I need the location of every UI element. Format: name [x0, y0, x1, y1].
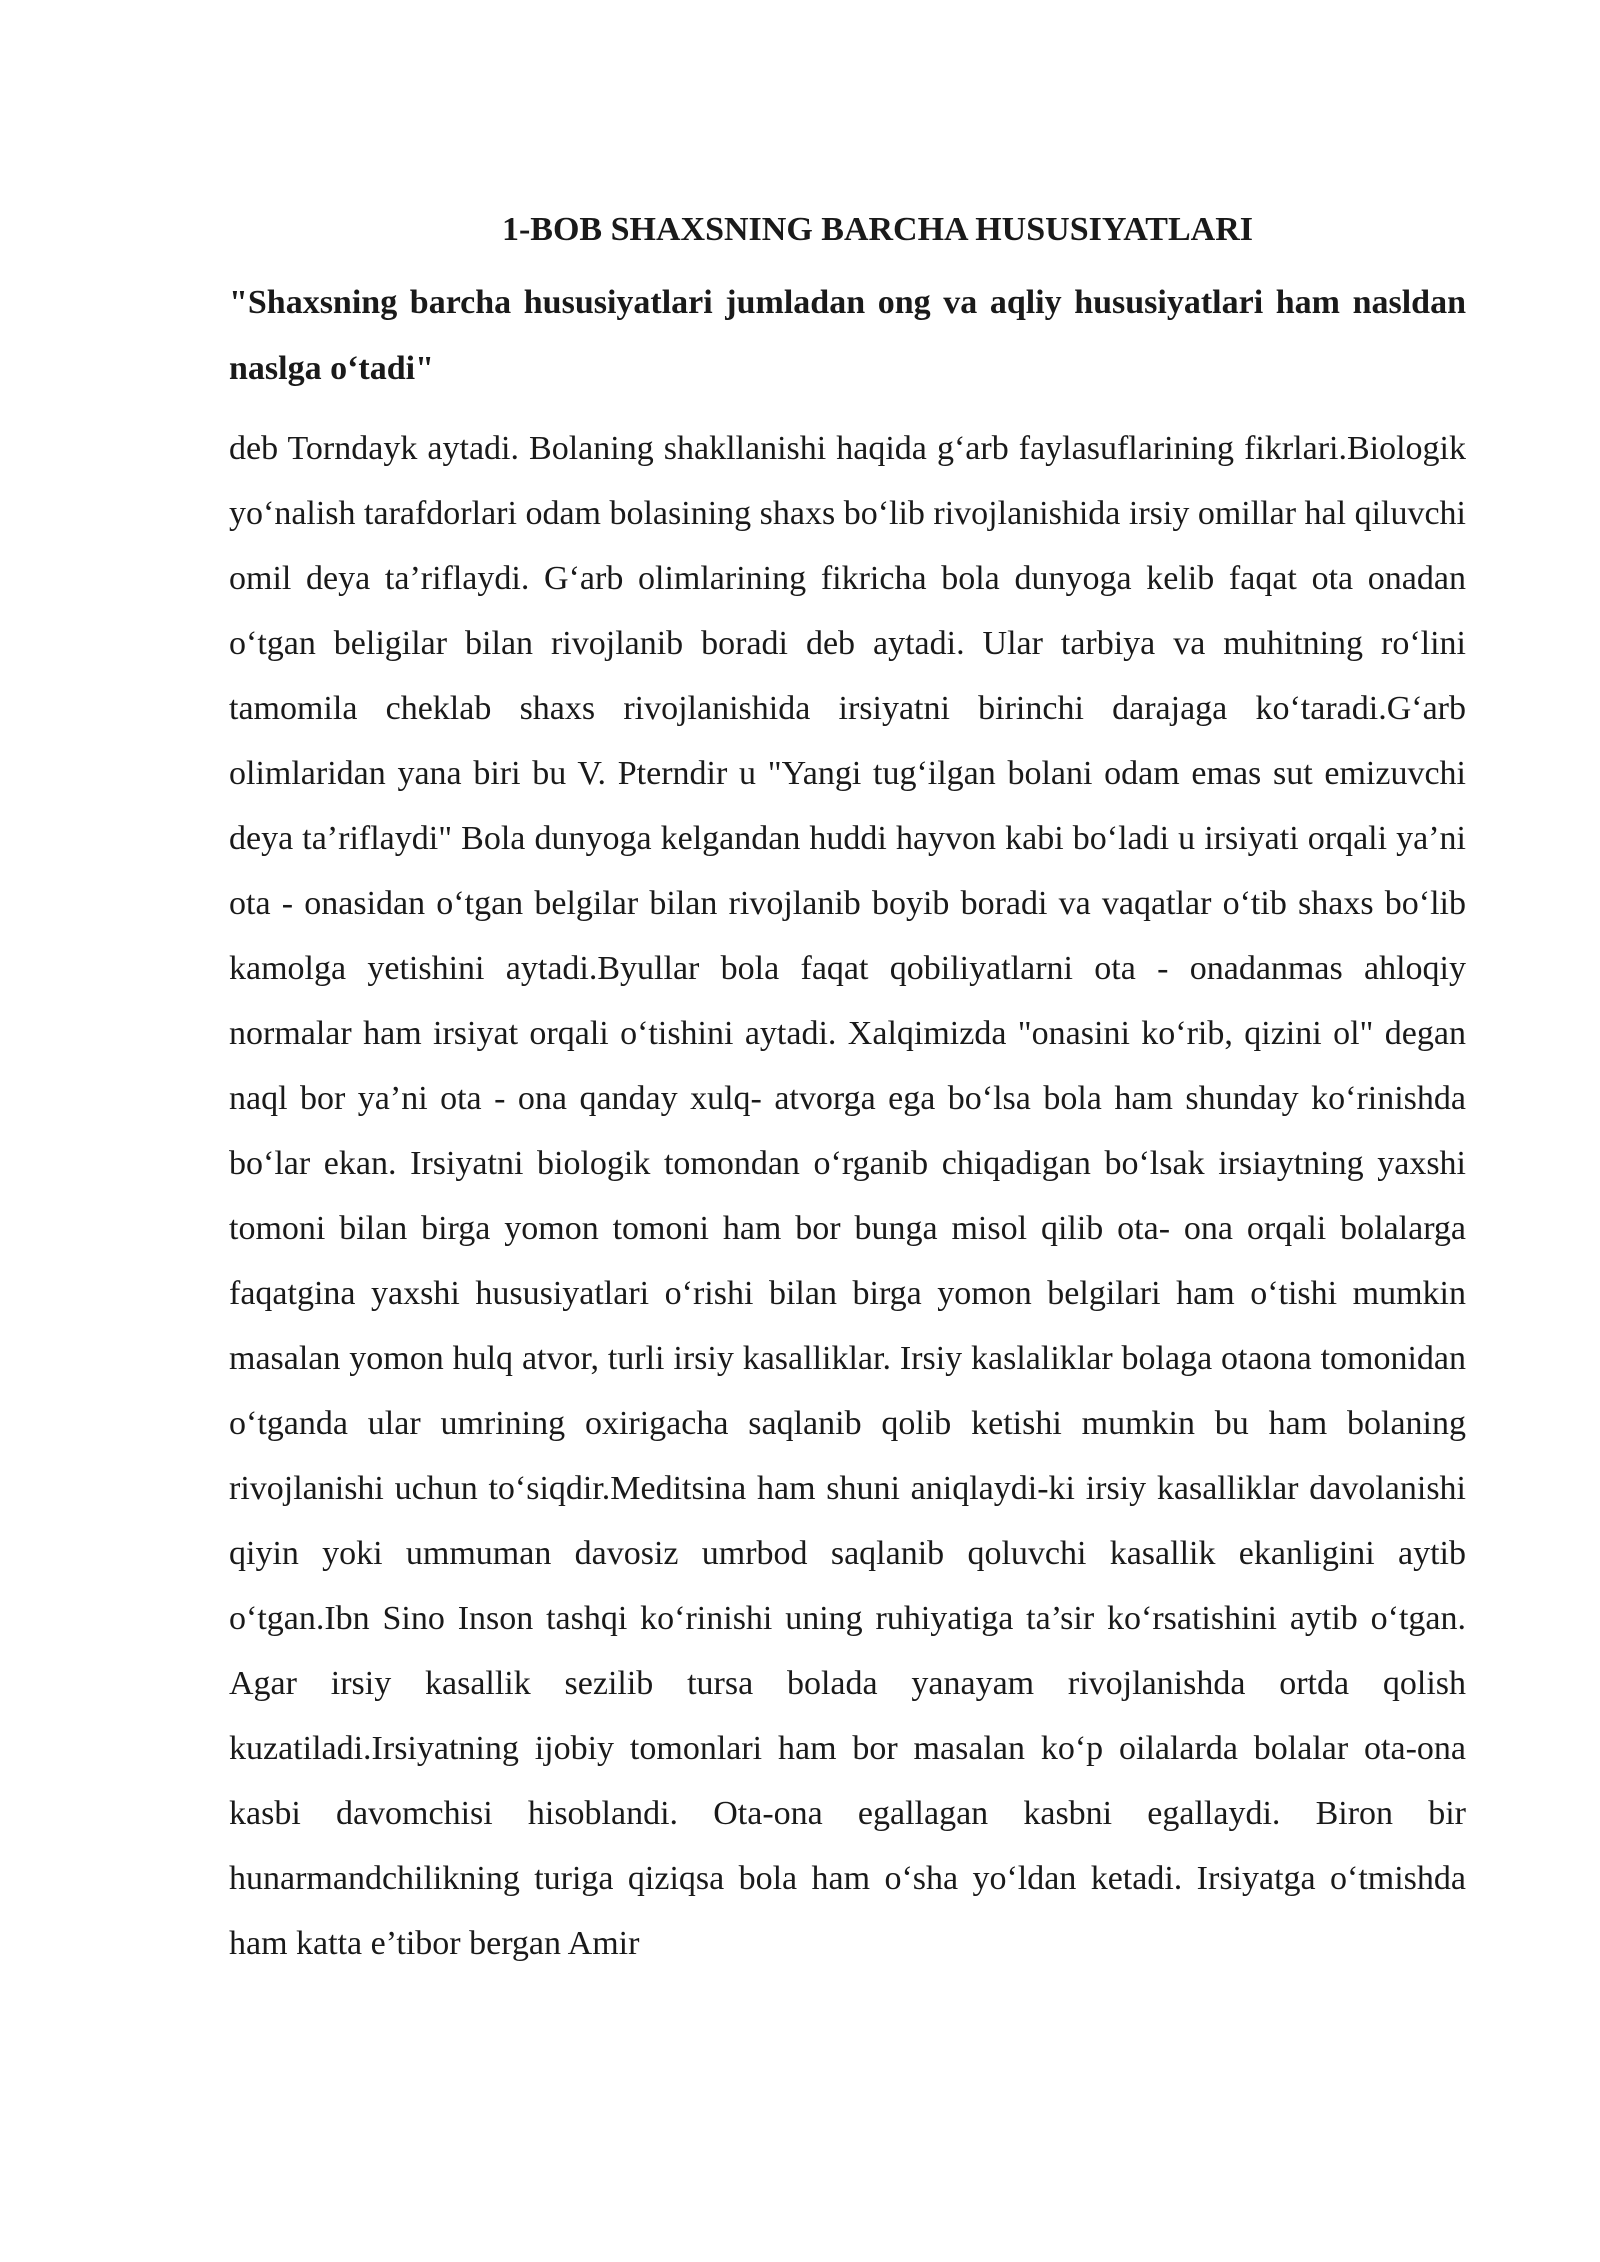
- page-content: [229, 200, 1466, 1976]
- body-paragraph: deb Torndayk aytadi. Bolaning shakllanishi haqida g‘arb faylasuflarining fikrlari.Biologik yo‘nalish tarafdorlari odam bolasining shaxs bo‘lib rivojlanishida irsiy omillar hal qiluvchi omil deya ta’riflaydi. G‘arb olimlarining fikricha bola dunyoga kelib faqat ota onadan o‘tgan beligilar bilan rivojlanib boradi deb aytadi. Ular tarbiya va muhitning ro‘lini tamomila cheklab shaxs rivojlanishida irsiyatni birinchi darajaga ko‘taradi.G‘arb olimlaridan yana biri bu V. Pterndir u "Yangi tug‘ilgan bolani odam emas sut emizuvchi deya ta’riflaydi" Bola dunyoga kelgandan huddi hayvon kabi bo‘ladi u irsiyati orqali ya’ni ota - onasidan o‘tgan belgilar bilan rivojlanib boyib boradi va vaqatlar o‘tib shaxs bo‘lib kamolga yetishini aytadi.Byullar bola faqat qobiliyatlarni ota - onadanmas ahloqiy normalar ham irsiyat orqali o‘tishini aytadi. Xalqimizda "onasini ko‘rib, qizini ol" degan naql bor ya’ni ota - ona qanday xulq- atvorga ega bo‘lsa bola ham shunday ko‘rinishda bo‘lar ekan. Irsiyatni biologik tomondan o‘rganib chiqadigan bo‘lsak irsiaytning yaxshi tomoni bilan birga yomon tomoni ham bor bunga misol qilib ota- ona orqali bolalarga faqatgina yaxshi hususiyatlari o‘rishi bilan birga yomon belgilari ham o‘tishi mumkin masalan yomon hulq atvor, turli irsiy kasalliklar. Irsiy kaslaliklar bolaga otaona tomonidan o‘tganda ular umrining oxirigacha saqlanib qolib ketishi mumkin bu ham bolaning rivojlanishi uchun to‘siqdir.Meditsina ham shuni aniqlaydi-ki irsiy kasalliklar davolanishi qiyin yoki ummuman davosiz umrbod saqlanib qoluvchi kasallik ekanligini aytib o‘tgan.Ibn Sino Inson tashqi ko‘rinishi uning ruhiyatiga ta’sir ko‘rsatishini aytib o‘tgan. Agar irsiy kasallik sezilib tursa bolada yanayam rivojlanishda ortda qolish kuzatiladi.Irsiyatning ijobiy tomonlari ham bor masalan ko‘p oilalarda bolalar ota-ona kasbi davomchisi hisoblandi. Ota-ona egallagan kasbni egallaydi. Biron bir hunarmandchilikning turiga qiziqsa bola ham o‘sha yo‘ldan ketadi. Irsiyatga o‘tmishda ham katta e’tibor bergan Amir: [229, 430, 1466, 1962]
- chapter-title: 1-BOB SHAXSNING BARCHA HUSUSIYATLARI: [501, 211, 1253, 248]
- lead-quote: "Shaxsning barcha hususiyatlari jumladan ong va aqliy hususiyatlari ham nasldan naslga o‘tadi": [229, 284, 1466, 387]
